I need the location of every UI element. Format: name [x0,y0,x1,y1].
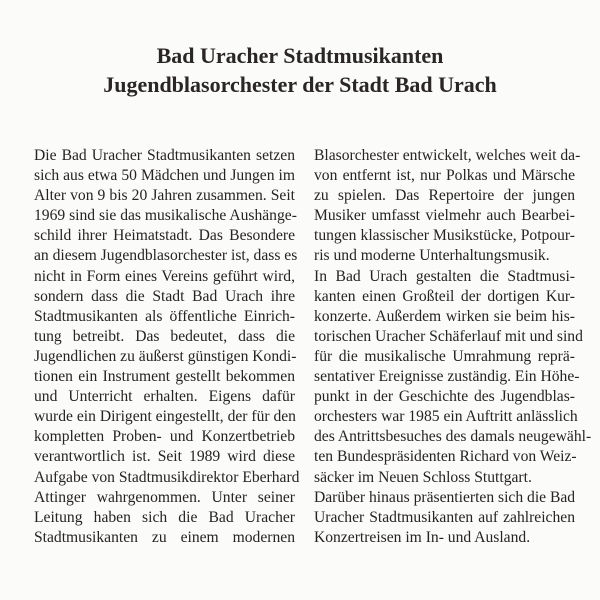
text-line: Die Bad Uracher Stadtmusikanten setzen [34,147,295,164]
text-line: Stadtmusikanten zu einem modernen [34,528,295,546]
text-line: säcker im Neuen Schloss Stuttgart. [314,468,532,486]
text-line: punkt in der Geschichte des Jugendblas- [314,388,575,406]
text-line: des Antrittsbesuches des damals neugewähl- [314,428,592,446]
document-title: Bad Uracher Stadtmusikanten [156,43,444,68]
text-line: wurde ein Dirigent eingestellt, der für den [34,408,296,426]
text-line: Musiker umfasst vielmehr auch Bearbei- [314,207,575,225]
text-line: Blasorchester entwickelt, welches weit da- [314,147,581,164]
text-line: verantwortlich ist. Seit 1989 wird diese [34,448,295,466]
text-line: Uracher Stadtmusikanten auf zahlreichen [314,508,575,526]
text-line: Leitung haben sich die Bad Uracher [34,508,295,526]
text-line: tung betreibt. Das bedeutet, dass die [34,327,295,345]
text-line: kompletten Proben- und Konzertbetrieb [34,428,295,446]
text-line: und Unterricht erhalten. Eigens dafür [34,388,295,406]
text-line: ten Bundespräsidenten Richard von Weiz- [314,448,577,466]
text-line: Attinger wahrgenommen. Unter seiner [34,488,295,506]
text-line: tionen ein Instrument gestellt bekommen [34,368,295,386]
text-column-left [34,146,300,548]
text-line: torischen Uracher Schäferlauf mit und sind [314,327,583,345]
text-line: an diesem Jugendblasorchester ist, dass es [34,247,298,265]
document-subtitle: Jugendblasorchester der Stadt Bad Urach [103,72,497,97]
text-line: Konzertreisen im In- und Ausland. [314,528,531,546]
text-line: Jugendlichen zu äußerst günstigen Kondi- [34,347,297,365]
text-line: sich aus etwa 50 Mädchen und Jungen im [34,167,295,185]
text-line: Aufgabe von Stadtmusikdirektor Eberhard [34,468,300,486]
text-line: für die musikalische Umrahmung reprä- [314,347,575,365]
text-line: sondern dass die Stadt Bad Urach ihre [34,287,295,305]
text-line: Darüber hinaus präsentierten sich die Bad [314,488,576,506]
text-line: sentativer Ereignisse zuständig. Ein Höhe- [314,368,580,386]
text-column-right [314,146,592,548]
text-line: zu spielen. Das Repertoire der jungen [314,187,575,205]
text-line: Stadtmusikanten als öffentliche Einrich- [34,307,295,325]
text-line: schild ihrer Heimatstadt. Das Besondere [34,227,295,245]
text-line: Alter von 9 bis 20 Jahren zusammen. Seit [34,187,295,205]
text-line: konzerte. Außerdem wirken sie beim his- [314,307,575,325]
text-line: In Bad Urach gestalten die Stadtmusi- [314,267,575,285]
text-line: nicht in Form eines Vereins geführt wird, [34,267,295,285]
text-line: kanten einen Großteil der dortigen Kur- [314,287,575,305]
text-line: von entfernt ist, nur Polkas und Märsche [314,167,575,185]
text-line: orchesters war 1985 ein Auftritt anlässlich [314,408,578,426]
text-line: 1969 sind sie das musikalische Aushänge- [34,207,297,225]
text-line: ris und moderne Unterhaltungsmusik. [314,247,550,265]
text-line: tungen klassischer Musikstücke, Potpour- [314,227,575,245]
